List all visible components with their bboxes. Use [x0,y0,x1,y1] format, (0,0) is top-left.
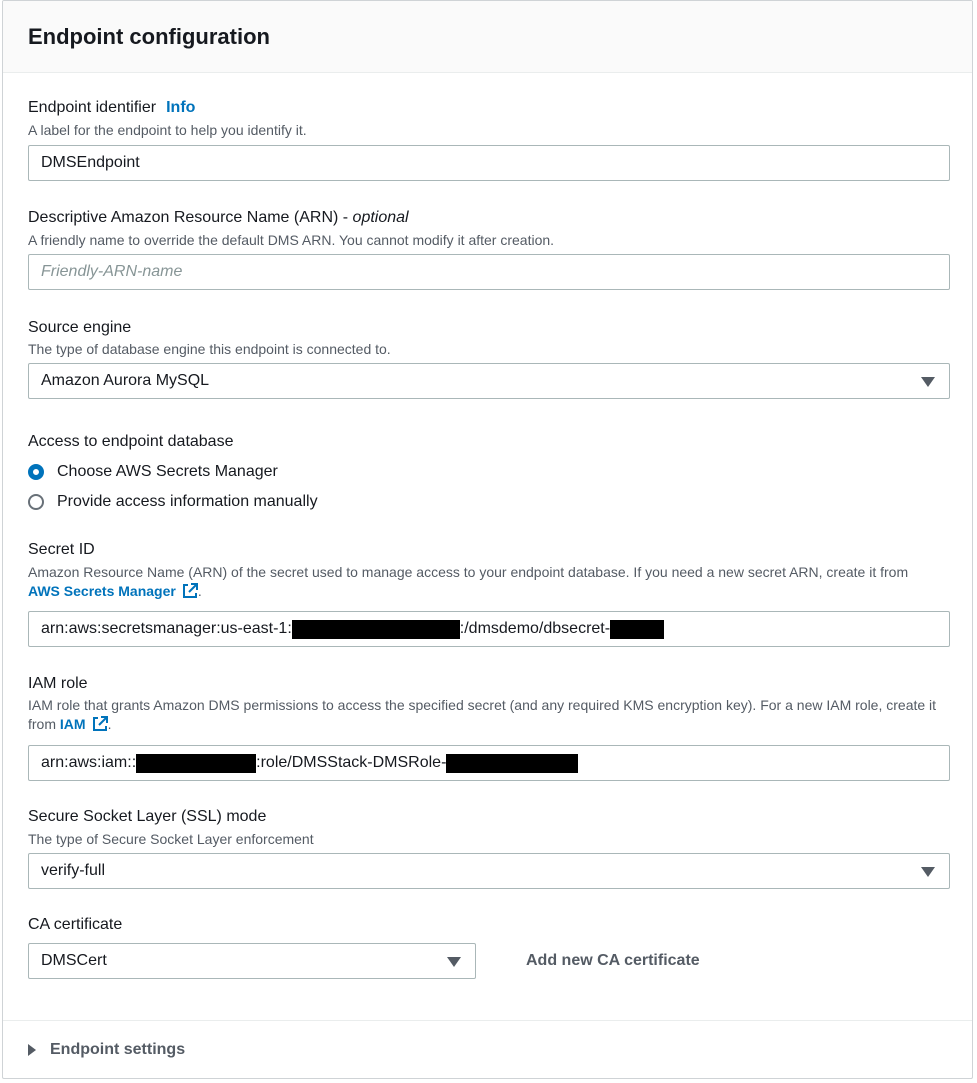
ca-certificate-select[interactable] [28,943,476,979]
source-engine-selected-value: Amazon Aurora MySQL [41,372,210,389]
section-divider [3,1020,972,1021]
external-link-icon[interactable] [182,583,198,599]
ssl-mode-select[interactable] [28,853,950,889]
caret-down-icon [447,957,461,967]
iam-role-input[interactable] [28,745,950,781]
radio-option-manual[interactable] [28,493,318,511]
descriptive-arn-description: A friendly name to override the default DMS ARN. You cannot modify it after creation. [28,232,555,248]
secret-id-description [28,563,953,601]
redacted-secret-suffix [610,620,664,639]
caret-down-icon [921,377,935,387]
secret-id-value-prefix: arn:aws:secretsmanager:us-east-1: [41,620,292,637]
iam-role-description [28,696,953,734]
iam-role-value-prefix: arn:aws:iam:: [41,754,137,771]
iam-role-description-text: IAM role that grants Amazon DMS permissions to access the specified secret (and any required KMS encryption key). For a new IAM role, create it from [28,697,937,732]
source-engine-label: Source engine [28,319,132,336]
iam-role-description-end: . [107,716,112,732]
ca-certificate-label: CA certificate [28,916,123,933]
ssl-mode-selected-value: verify-full [41,862,106,879]
iam-link[interactable]: IAM [59,716,86,732]
optional-label: optional [352,209,409,226]
iam-role-label: IAM role [28,675,88,692]
aws-secrets-manager-link[interactable]: AWS Secrets Manager [28,583,176,599]
endpoint-identifier-label [28,99,195,117]
panel-header [3,1,972,73]
radio-unchecked-icon[interactable] [28,494,44,510]
secret-id-description-end: . [197,583,202,599]
endpoint-settings-expander[interactable] [28,1041,185,1059]
secret-id-input[interactable] [28,611,950,647]
external-link-icon[interactable] [92,716,108,732]
endpoint-configuration-panel [2,0,973,1079]
secret-id-description-text: Amazon Resource Name (ARN) of the secret used to manage access to your endpoint database. If you need a new secret ARN, create it from [28,564,909,580]
ssl-mode-label: Secure Socket Layer (SSL) mode [28,808,267,825]
radio-option-label: Provide access information manually [57,493,318,510]
descriptive-arn-input[interactable] [28,254,950,290]
panel-title: Endpoint configuration [28,24,270,49]
ssl-mode-description: The type of Secure Socket Layer enforcement [28,831,314,847]
redacted-account-id [292,620,460,639]
endpoint-identifier-description: A label for the endpoint to help you identify it. [28,122,307,138]
secret-id-value-middle: :/dmsdemo/dbsecret- [459,620,611,637]
secret-id-label: Secret ID [28,541,95,558]
info-link[interactable]: Info [166,99,196,116]
endpoint-settings-label: Endpoint settings [50,1041,186,1058]
descriptive-arn-label-text: Descriptive Amazon Resource Name (ARN) - [28,209,353,226]
radio-option-secrets-manager[interactable] [28,463,278,481]
descriptive-arn-label [28,209,409,227]
source-engine-select[interactable] [28,363,950,399]
endpoint-identifier-label-text: Endpoint identifier [28,99,157,116]
caret-right-icon [28,1044,36,1056]
endpoint-identifier-input[interactable] [28,145,950,181]
iam-role-value-middle: :role/DMSStack-DMSRole- [256,754,447,771]
redacted-role-suffix [446,754,578,773]
add-new-ca-certificate-button[interactable]: Add new CA certificate [526,952,700,969]
access-label: Access to endpoint database [28,433,234,450]
redacted-account-id [136,754,256,773]
ca-certificate-selected-value: DMSCert [41,952,107,969]
radio-checked-icon[interactable] [28,464,44,480]
radio-option-label: Choose AWS Secrets Manager [57,463,278,480]
source-engine-description: The type of database engine this endpoint is connected to. [28,341,391,357]
caret-down-icon [921,867,935,877]
